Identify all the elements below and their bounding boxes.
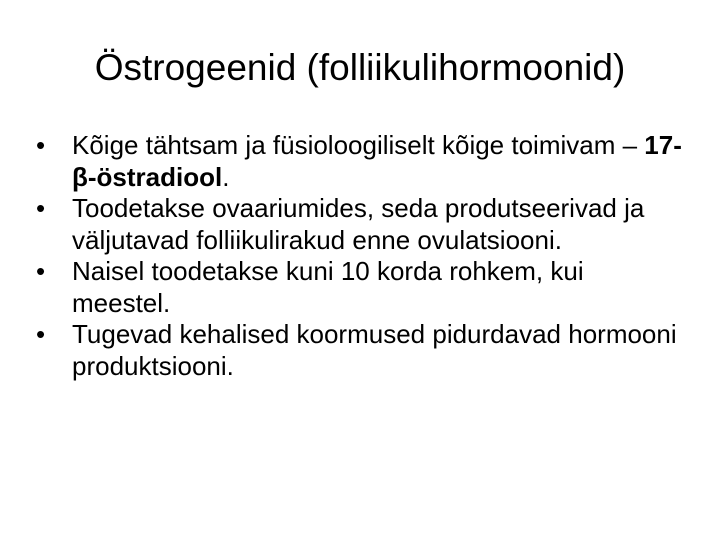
list-item	[36, 319, 686, 382]
bullet-text: Toodetakse ovaariumides, seda produtseerivad ja väljutavad folliikulirakud enne ovulatsiooni.	[72, 193, 645, 255]
bullet-icon: •	[36, 319, 46, 349]
bullet-text: Tugevad kehalised koormused pidurdavad hormooni produktsiooni.	[72, 319, 677, 381]
bullet-icon: •	[36, 193, 46, 223]
slide-title: Östrogeenid (folliikulihormoonid)	[94, 47, 626, 88]
bullet-emphasis: 17-β-östradiool	[72, 130, 682, 192]
list-item	[36, 256, 686, 319]
bullet-icon: •	[36, 256, 46, 286]
bullet-icon: •	[36, 130, 46, 160]
bullet-text: Kõige tähtsam ja füsioloogiliselt kõige toimivam –	[72, 130, 645, 160]
list-item	[36, 130, 686, 193]
bullet-text-end: .	[222, 161, 230, 192]
bullet-text: Naisel toodetakse kuni 10 korda rohkem, kui meestel.	[72, 256, 584, 318]
bullet-list	[36, 130, 686, 382]
list-item	[36, 193, 686, 256]
